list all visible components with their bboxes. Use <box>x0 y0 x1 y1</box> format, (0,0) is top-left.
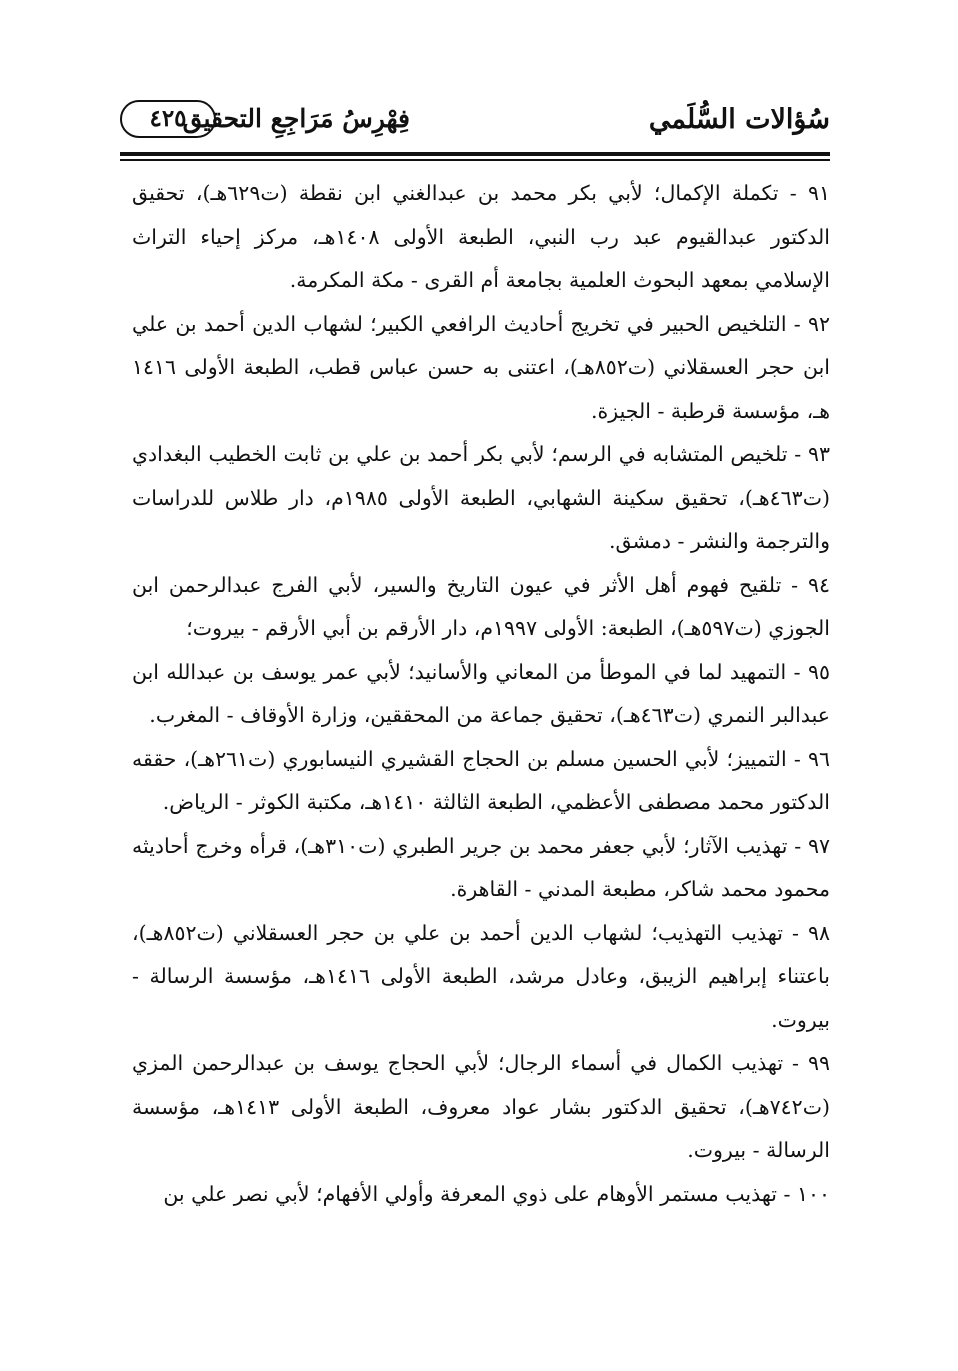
page-header <box>120 96 830 152</box>
reference-entry-91: ٩١ - تكملة الإكمال؛ لأبي بكر محمد بن عبدالغني ابن نقطة (ت٦٢٩هـ)، تحقيق الدكتور عبدالقيوم عبد رب النبي، الطبعة الأولى ١٤٠٨هـ، مركز إحياء التراث الإسلامي بمعهد البحوث العلمية بجامعة أم القرى - مكة المكرمة. <box>132 181 830 292</box>
section-title: فِهْرِسُ مَرَاجِعِ التحقيق <box>182 104 410 133</box>
book-title: سُؤالات السُّلَمي <box>648 104 830 135</box>
reference-entry-95: ٩٥ - التمهيد لما في الموطأ من المعاني والأسانيد؛ لأبي عمر يوسف بن عبدالله ابن عبدالبر النمري (ت٤٦٣هـ)، تحقيق جماعة من المحققين، وزارة الأوقاف - المغرب. <box>132 659 830 727</box>
reference-entry-97: ٩٧ - تهذيب الآثار؛ لأبي جعفر محمد بن جرير الطبري (ت٣١٠هـ)، قرأه وخرج أحاديثه محمود محمد شاكر، مطبعة المدني - القاهرة. <box>132 833 830 901</box>
reference-entry-99: ٩٩ - تهذيب الكمال في أسماء الرجال؛ لأبي الحجاج يوسف بن عبدالرحمن المزي (ت٧٤٢هـ)، تحقيق الدكتور بشار عواد معروف، الطبعة الأولى ١٤١٣هـ، مؤسسة الرسالة - بيروت. <box>132 1051 830 1162</box>
header-rule-thick <box>120 152 830 156</box>
reference-entry-92: ٩٢ - التلخيص الحبير في تخريج أحاديث الرافعي الكبير؛ لشهاب الدين أحمد بن علي ابن حجر العسقلاني (ت٨٥٢هـ)، اعتنى به حسن عباس قطب، الطبعة الأولى ١٤١٦ هـ، مؤسسة قرطبة - الجيزة. <box>132 311 830 423</box>
reference-entry-96: ٩٦ - التمييز؛ لأبي الحسين مسلم بن الحجاج القشيري النيسابوري (ت٢٦١هـ)، حققه الدكتور محمد مصطفى الأعظمي، الطبعة الثالثة ١٤١٠هـ، مكتبة الكوثر - الرياض. <box>132 746 830 814</box>
header-rule-thin <box>120 159 830 161</box>
reference-entry-98: ٩٨ - تهذيب التهذيب؛ لشهاب الدين أحمد بن علي بن حجر العسقلاني (ت٨٥٢هـ)، باعتناء إبراهيم الزيبق، وعادل مرشد، الطبعة الأولى ١٤١٦هـ، مؤسسة الرسالة - بيروت. <box>132 920 830 1032</box>
page-number: ٤٢٥ <box>120 100 216 138</box>
reference-entry-93: ٩٣ - تلخيص المتشابه في الرسم؛ لأبي بكر أحمد بن علي بن ثابت الخطيب البغدادي (ت٤٦٣هـ)، تحقيق سكينة الشهابي، الطبعة الأولى ١٩٨٥م، دار طلاس للدراسات والترجمة والنشر - دمشق. <box>132 442 830 553</box>
reference-entry-94: ٩٤ - تلقيح فهوم أهل الأثر في عيون التاريخ والسير، لأبي الفرج عبدالرحمن ابن الجوزي (ت٥٩٧هـ)، الطبعة: الأولى ١٩٩٧م، دار الأرقم بن أبي الأرقم - بيروت؛ <box>132 572 830 640</box>
reference-list <box>132 172 830 1216</box>
reference-entry-100: ١٠٠ - تهذيب مستمر الأوهام على ذوي المعرفة وأولي الأفهام؛ لأبي نصر علي بن <box>163 1181 830 1206</box>
